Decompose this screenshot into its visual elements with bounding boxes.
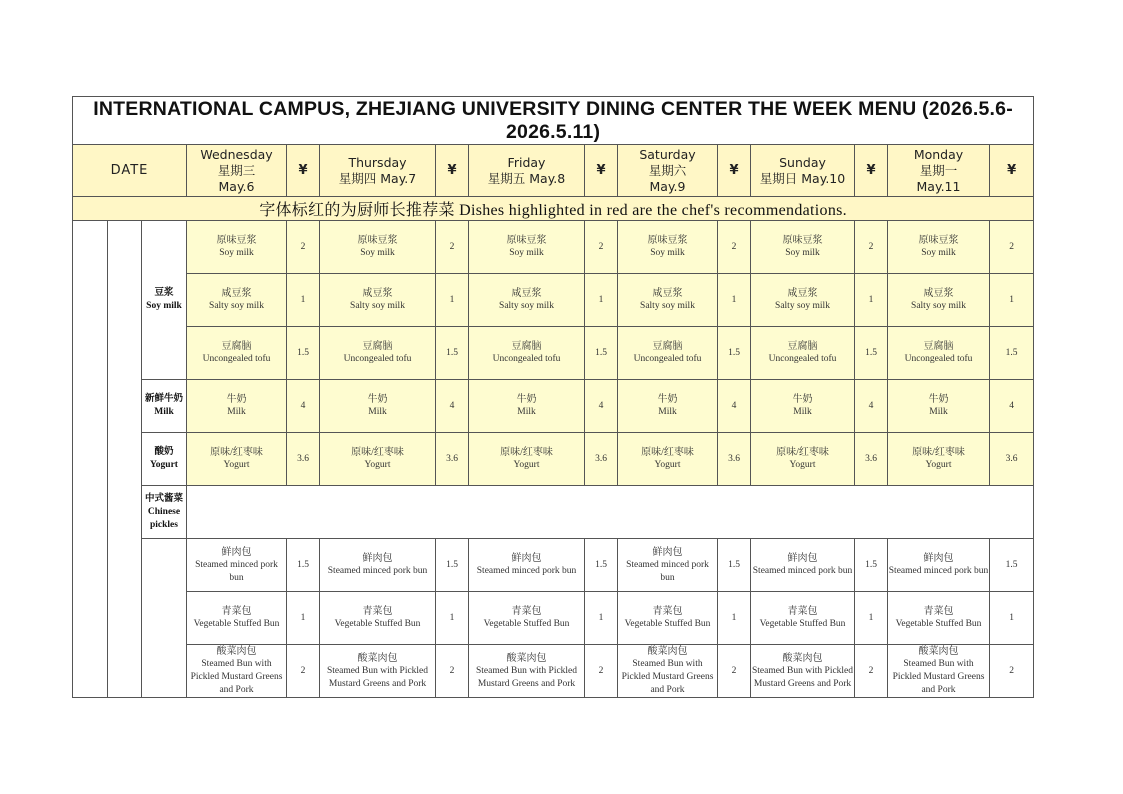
- dish-cell: [320, 645, 436, 698]
- dish-cell: [469, 645, 585, 698]
- dish-name-cn: 青菜包: [652, 606, 683, 617]
- weekly-menu-table: [72, 96, 1034, 698]
- currency-header: ¥: [855, 145, 888, 197]
- dish-cell: [751, 221, 855, 274]
- day-header-friday: Friday 星期五 May.8: [469, 145, 585, 197]
- dish-price: 1.5: [287, 539, 320, 592]
- dish-name-en: Milk: [929, 407, 948, 417]
- dish-price: 1: [855, 274, 888, 327]
- dish-cell: [469, 327, 585, 380]
- dish-name-cn: 咸豆浆: [652, 288, 683, 299]
- dish-cell: [187, 433, 287, 486]
- dish-name-cn: 牛奶: [792, 394, 813, 405]
- dish-name-cn: 原味/红枣味: [351, 447, 404, 458]
- dish-price: 1.5: [990, 539, 1034, 592]
- dish-name-en: Milk: [793, 407, 812, 417]
- dish-price: 1.5: [855, 539, 888, 592]
- dish-cell: [469, 539, 585, 592]
- dish-name-en: Steamed Bun with Pickled Mustard Greens and Pork: [892, 659, 985, 695]
- dish-name-cn: 牛奶: [367, 394, 388, 405]
- dish-name-en: Uncongealed tofu: [768, 354, 837, 364]
- dish-name-cn: 咸豆浆: [787, 288, 818, 299]
- dish-name-cn: 咸豆浆: [362, 288, 393, 299]
- dish-name-en: Milk: [227, 407, 246, 417]
- dish-name-en: Vegetable Stuffed Bun: [624, 619, 711, 629]
- dish-price: 2: [287, 221, 320, 274]
- dish-cell: [618, 433, 718, 486]
- dish-name-cn: 酸菜肉包: [918, 646, 959, 657]
- menu-item-row: [73, 327, 1034, 380]
- category-label: [142, 380, 187, 433]
- dish-name-en: Steamed minced pork bun: [888, 566, 989, 576]
- dish-name-cn: 鲜肉包: [221, 546, 252, 558]
- date-label: DATE: [73, 145, 187, 197]
- dish-name-cn: 咸豆浆: [511, 288, 542, 299]
- dish-name-cn: 原味/红枣味: [912, 447, 965, 458]
- dish-name-en: Steamed minced pork bun: [476, 566, 577, 576]
- dish-cell: [888, 645, 990, 698]
- dish-price: 1: [855, 592, 888, 645]
- menu-item-row: [73, 539, 1034, 592]
- dish-cell: [618, 380, 718, 433]
- dish-price: 1.5: [718, 327, 751, 380]
- dish-cell: [320, 592, 436, 645]
- meal-column: [108, 221, 142, 698]
- currency-header: ¥: [718, 145, 751, 197]
- dish-name-en: Steamed Bun with Pickled Mustard Greens and Pork: [190, 659, 283, 695]
- dish-price: 1: [287, 274, 320, 327]
- menu-item-row: [73, 486, 1034, 539]
- dish-cell: [888, 380, 990, 433]
- dish-cell: [751, 539, 855, 592]
- dish-name-en: Steamed Bun with Pickled Mustard Greens and Pork: [751, 665, 854, 689]
- menu-item-row: [73, 433, 1034, 486]
- dish-cell: [751, 327, 855, 380]
- dish-name-en: Uncongealed tofu: [904, 354, 973, 364]
- category-en: Chinese pickles: [147, 506, 181, 530]
- dish-price: 1.5: [855, 327, 888, 380]
- dish-name-en: Milk: [658, 407, 677, 417]
- category-label: [142, 221, 187, 380]
- dish-cell: [618, 327, 718, 380]
- category-en: Milk: [154, 407, 174, 417]
- dish-price: 3.6: [436, 433, 469, 486]
- dish-name-en: Salty soy milk: [499, 301, 554, 311]
- dish-name-cn: 青菜包: [511, 606, 542, 617]
- dish-price: 1.5: [436, 327, 469, 380]
- category-cn: 新鲜牛奶: [144, 394, 183, 404]
- dish-name-en: Milk: [368, 407, 387, 417]
- day-header-saturday: Saturday 星期六 May.9: [618, 145, 718, 197]
- dish-cell: [187, 592, 287, 645]
- dish-price: 2: [718, 645, 751, 698]
- day-header-thursday: Thursday 星期四 May.7: [320, 145, 436, 197]
- dish-name-cn: 青菜包: [362, 606, 393, 617]
- dish-name-en: Salty soy milk: [911, 301, 966, 311]
- dish-price: 2: [990, 221, 1034, 274]
- dish-name-en: Yogurt: [223, 460, 250, 470]
- category-label: [142, 486, 187, 539]
- dish-price: 3.6: [855, 433, 888, 486]
- dish-price: 3.6: [287, 433, 320, 486]
- dish-name-cn: 鲜肉包: [362, 553, 393, 564]
- dish-price: 1: [436, 592, 469, 645]
- dish-price: 2: [287, 645, 320, 698]
- dish-cell: [320, 221, 436, 274]
- dish-price: 1.5: [585, 327, 618, 380]
- dish-cell: [187, 539, 287, 592]
- dish-cell: [320, 433, 436, 486]
- dish-name-cn: 原味豆浆: [506, 235, 547, 246]
- note-row: [73, 197, 1034, 221]
- dish-price: 1: [990, 274, 1034, 327]
- dish-name-cn: 酸菜肉包: [647, 646, 688, 657]
- dish-cell: [187, 380, 287, 433]
- dish-price: 4: [585, 380, 618, 433]
- category-en: Yogurt: [150, 460, 178, 470]
- dish-name-en: Steamed minced pork bun: [195, 559, 278, 583]
- dish-price: 1: [718, 592, 751, 645]
- dish-cell: [187, 645, 287, 698]
- dish-name-cn: 豆腐脑: [652, 341, 683, 352]
- dish-name-en: Steamed minced pork bun: [626, 559, 709, 583]
- dish-name-en: Soy milk: [785, 248, 820, 258]
- dish-name-cn: 咸豆浆: [923, 288, 954, 299]
- dish-name-en: Milk: [517, 407, 536, 417]
- dish-name-cn: 酸菜肉包: [216, 646, 257, 657]
- menu-item-row: [73, 221, 1034, 274]
- dish-cell: [888, 539, 990, 592]
- dish-price: 2: [436, 221, 469, 274]
- dish-name-cn: 咸豆浆: [221, 288, 252, 299]
- dish-price: 4: [855, 380, 888, 433]
- dish-name-cn: 青菜包: [787, 606, 818, 617]
- dish-cell: [751, 274, 855, 327]
- dish-name-cn: 原味/红枣味: [500, 447, 553, 458]
- dish-cell: [469, 380, 585, 433]
- dish-name-en: Yogurt: [513, 460, 540, 470]
- category-cn: 豆浆: [154, 288, 174, 298]
- margin-column: [73, 221, 108, 698]
- dish-name-en: Vegetable Stuffed Bun: [759, 619, 846, 629]
- dish-name-cn: 鲜肉包: [511, 553, 542, 564]
- dish-cell: [888, 592, 990, 645]
- dish-cell: [187, 327, 287, 380]
- dish-cell: [888, 274, 990, 327]
- day-header-sunday: Sunday 星期日 May.10: [751, 145, 855, 197]
- dish-price: 1: [287, 592, 320, 645]
- dish-price: 4: [287, 380, 320, 433]
- dish-name-cn: 鲜肉包: [923, 553, 954, 564]
- dish-name-en: Uncongealed tofu: [343, 354, 412, 364]
- dish-name-cn: 原味/红枣味: [210, 447, 263, 458]
- dish-price: 4: [990, 380, 1034, 433]
- dish-name-en: Vegetable Stuffed Bun: [193, 619, 280, 629]
- dish-name-cn: 酸菜肉包: [782, 652, 823, 664]
- dish-name-en: Salty soy milk: [775, 301, 830, 311]
- dish-name-en: Uncongealed tofu: [202, 354, 271, 364]
- dish-name-cn: 酸菜肉包: [506, 652, 547, 664]
- dish-name-cn: 豆腐脑: [511, 341, 542, 352]
- dish-name-en: Salty soy milk: [209, 301, 264, 311]
- currency-header: ¥: [585, 145, 618, 197]
- currency-header: ¥: [990, 145, 1034, 197]
- dish-cell: [888, 221, 990, 274]
- dish-cell: [187, 274, 287, 327]
- dish-name-cn: 原味豆浆: [918, 235, 959, 246]
- dish-name-cn: 青菜包: [221, 606, 252, 617]
- dish-price: 1.5: [287, 327, 320, 380]
- dish-name-cn: 鲜肉包: [652, 546, 683, 558]
- dish-price: 3.6: [990, 433, 1034, 486]
- category-label: [142, 433, 187, 486]
- dish-cell: [320, 539, 436, 592]
- category-cn: 酸奶: [154, 447, 174, 457]
- dish-name-en: Soy milk: [921, 248, 956, 258]
- dish-name-en: Yogurt: [925, 460, 952, 470]
- dish-cell: [751, 380, 855, 433]
- dish-cell: [751, 592, 855, 645]
- dish-name-cn: 青菜包: [923, 606, 954, 617]
- chef-recommendation-note: 字体标红的为厨师长推荐菜 Dishes highlighted in red are the chef's recommendations.: [73, 197, 1034, 221]
- category-label: [142, 539, 187, 698]
- dish-price: 3.6: [718, 433, 751, 486]
- dish-cell: [888, 433, 990, 486]
- day-header-monday: Monday 星期一 May.11: [888, 145, 990, 197]
- dish-name-en: Yogurt: [364, 460, 391, 470]
- dish-name-en: Vegetable Stuffed Bun: [483, 619, 570, 629]
- dish-name-en: Steamed Bun with Pickled Mustard Greens and Pork: [326, 665, 429, 689]
- dish-cell: [751, 433, 855, 486]
- menu-item-row: [73, 645, 1034, 698]
- dish-price: 2: [855, 221, 888, 274]
- currency-header: ¥: [436, 145, 469, 197]
- dish-price: 1: [585, 592, 618, 645]
- menu-item-row: [73, 380, 1034, 433]
- dish-cell: [469, 592, 585, 645]
- dish-name-cn: 牛奶: [657, 394, 678, 405]
- dish-name-cn: 豆腐脑: [221, 341, 252, 352]
- day-header-wednesday: Wednesday 星期三 May.6: [187, 145, 287, 197]
- dish-price: 4: [718, 380, 751, 433]
- dish-name-en: Steamed minced pork bun: [327, 566, 428, 576]
- dish-name-en: Salty soy milk: [640, 301, 695, 311]
- dish-price: 2: [585, 645, 618, 698]
- dish-name-cn: 牛奶: [516, 394, 537, 405]
- dish-price: 2: [718, 221, 751, 274]
- empty-item-cell: [187, 486, 1034, 539]
- dish-name-cn: 原味豆浆: [216, 235, 257, 246]
- dish-price: 3.6: [585, 433, 618, 486]
- dish-price: 1: [436, 274, 469, 327]
- menu-title: INTERNATIONAL CAMPUS, ZHEJIANG UNIVERSITY DINING CENTER THE WEEK MENU (2026.5.6-2026.5.11): [73, 97, 1034, 145]
- dish-name-cn: 牛奶: [226, 394, 247, 405]
- dish-price: 1: [990, 592, 1034, 645]
- dish-cell: [618, 645, 718, 698]
- dish-cell: [618, 539, 718, 592]
- dish-cell: [320, 380, 436, 433]
- dish-name-cn: 原味豆浆: [357, 235, 398, 246]
- dish-price: 2: [585, 221, 618, 274]
- dish-name-cn: 原味豆浆: [647, 235, 688, 246]
- dish-name-en: Vegetable Stuffed Bun: [334, 619, 421, 629]
- dish-name-en: Steamed minced pork bun: [752, 566, 853, 576]
- dish-price: 2: [990, 645, 1034, 698]
- dish-price: 4: [436, 380, 469, 433]
- dish-cell: [618, 221, 718, 274]
- dish-cell: [888, 327, 990, 380]
- dish-price: 1: [718, 274, 751, 327]
- dish-price: 1.5: [718, 539, 751, 592]
- dish-name-cn: 酸菜肉包: [357, 652, 398, 664]
- dish-cell: [320, 274, 436, 327]
- dish-name-en: Yogurt: [789, 460, 816, 470]
- header-row: [73, 145, 1034, 197]
- dish-name-en: Soy milk: [360, 248, 395, 258]
- dish-cell: [469, 433, 585, 486]
- dish-cell: [751, 645, 855, 698]
- dish-name-en: Yogurt: [654, 460, 681, 470]
- dish-cell: [469, 221, 585, 274]
- menu-item-row: [73, 592, 1034, 645]
- dish-name-en: Steamed Bun with Pickled Mustard Greens and Pork: [475, 665, 578, 689]
- dish-name-cn: 鲜肉包: [787, 553, 818, 564]
- category-cn: 中式酱菜: [144, 493, 183, 504]
- dish-price: 2: [436, 645, 469, 698]
- dish-name-en: Uncongealed tofu: [633, 354, 702, 364]
- dish-name-cn: 豆腐脑: [923, 341, 954, 352]
- title-row: [73, 97, 1034, 145]
- dish-name-cn: 牛奶: [928, 394, 949, 405]
- dish-name-cn: 原味豆浆: [782, 235, 823, 246]
- dish-name-cn: 原味/红枣味: [641, 447, 694, 458]
- dish-cell: [618, 592, 718, 645]
- dish-price: 1.5: [436, 539, 469, 592]
- dish-name-en: Salty soy milk: [350, 301, 405, 311]
- category-en: Soy milk: [146, 301, 182, 311]
- dish-name-en: Uncongealed tofu: [492, 354, 561, 364]
- dish-cell: [618, 274, 718, 327]
- dish-cell: [187, 221, 287, 274]
- dish-name-en: Soy milk: [219, 248, 254, 258]
- dish-name-cn: 豆腐脑: [362, 341, 393, 352]
- menu-item-row: [73, 274, 1034, 327]
- currency-header: ¥: [287, 145, 320, 197]
- dish-name-en: Soy milk: [650, 248, 685, 258]
- dish-price: 1.5: [990, 327, 1034, 380]
- dish-name-en: Vegetable Stuffed Bun: [895, 619, 982, 629]
- dish-price: 1.5: [585, 539, 618, 592]
- dish-price: 2: [855, 645, 888, 698]
- dish-name-en: Soy milk: [509, 248, 544, 258]
- dish-name-cn: 豆腐脑: [787, 341, 818, 352]
- dish-cell: [469, 274, 585, 327]
- dish-name-cn: 原味/红枣味: [776, 447, 829, 458]
- dish-name-en: Steamed Bun with Pickled Mustard Greens and Pork: [621, 659, 714, 695]
- dish-price: 1: [585, 274, 618, 327]
- dish-cell: [320, 327, 436, 380]
